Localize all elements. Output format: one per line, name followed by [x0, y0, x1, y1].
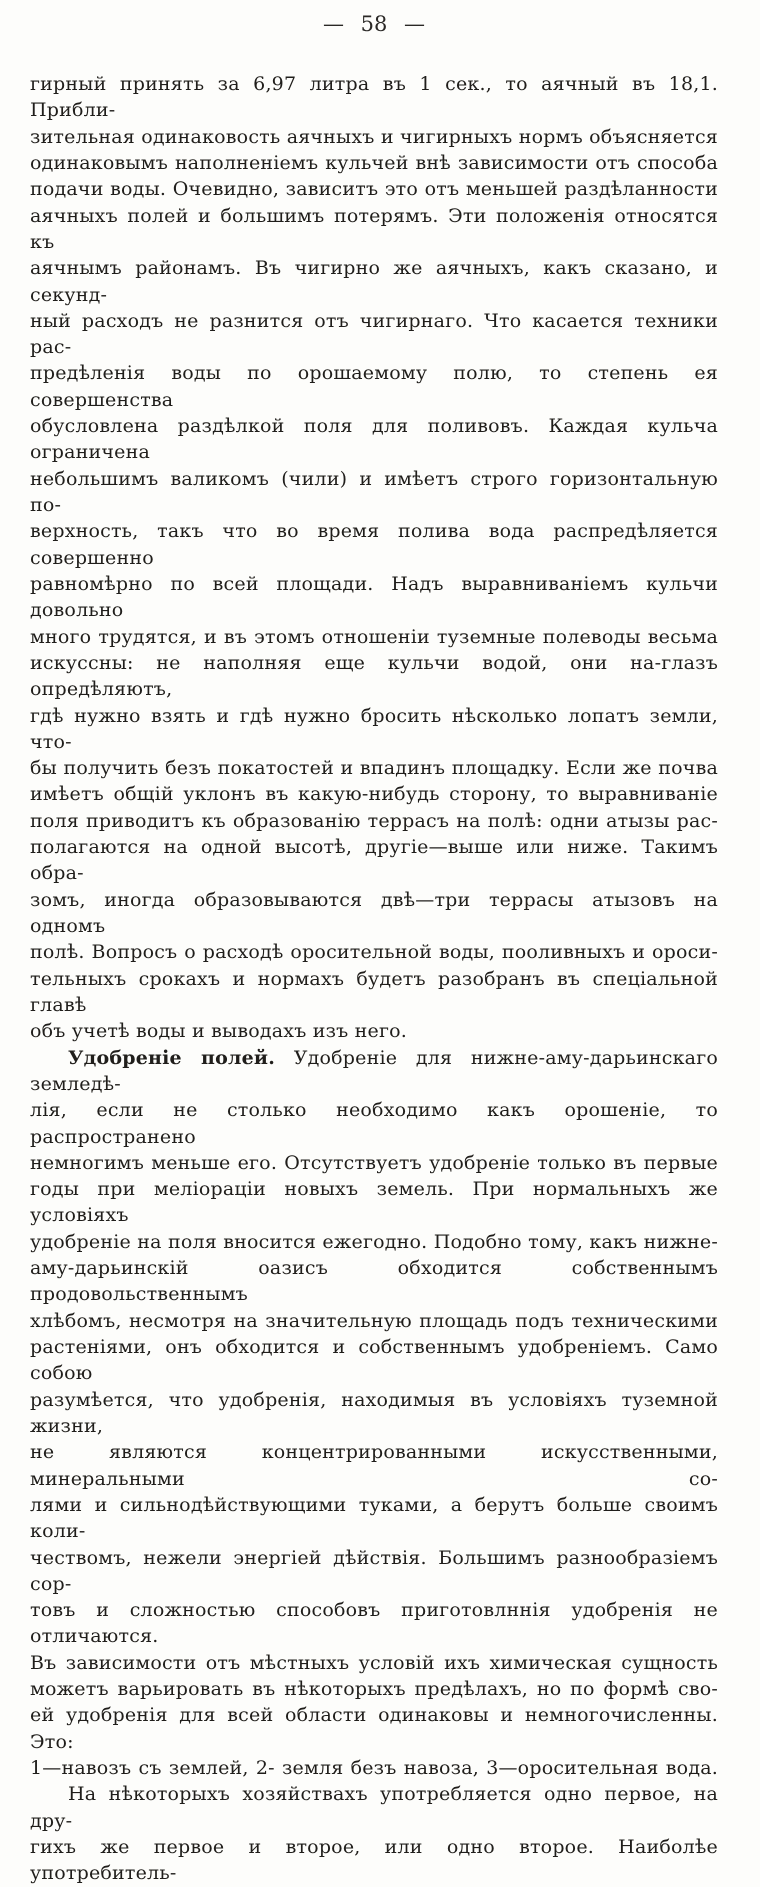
text-line: аму-дарьинскій оазисъ обходится собственнымъ продовольственнымъ: [30, 1257, 718, 1306]
text-line: равномѣрно по всей площади. Надъ выравниваніемъ кульчи довольно: [30, 572, 718, 622]
text-line: много трудятся, и въ этомъ отношеніи туземные полеводы весьма: [30, 625, 718, 648]
text-line: разумѣется, что удобренія, находимыя въ условіяхъ туземной жизни,: [30, 1388, 718, 1437]
text-line: одинаковымъ наполненіемъ кульчей внѣ зависимости отъ способа: [30, 151, 718, 174]
text-line: бы получить безъ покатостей и впадинъ площадку. Если же почва: [30, 757, 718, 780]
text-line: чествомъ, нежели энергіей дѣйствія. Большимъ разнообразіемъ сор-: [30, 1546, 718, 1595]
text-line: аячнымъ районамъ. Въ чигирно же аячныхъ, какъ сказано, и секунд-: [30, 257, 718, 306]
text-line: имѣетъ общій уклонъ въ какую-нибудь сторону, то выравниваніе: [30, 783, 718, 806]
page-number: — 58 —: [322, 12, 426, 36]
text-line: можетъ варьировать въ нѣкоторыхъ предѣлахъ, но по формѣ сво-: [30, 1678, 718, 1701]
text-line: не являются концентрированными искусственными, минеральными со-: [30, 1441, 718, 1490]
text-line: ей удобренія для всей области одинаковы и немногочисленны. Это:: [30, 1704, 718, 1753]
text-line: годы при меліораціи новыхъ земель. При нормальныхъ же условіяхъ: [30, 1178, 718, 1227]
text-line: 1—навозъ съ землей, 2- земля безъ навоза, 3—оросительная вода.: [30, 1757, 718, 1779]
text-line: искуссны: не наполняя еще кульчи водой, они на-глазъ опредѣляютъ,: [30, 651, 718, 701]
text-line: полагаются на одной высотѣ, другіе—выше или ниже. Такимъ обра-: [30, 836, 718, 885]
text-line: ный расходъ не разнится отъ чигирнаго. Что касается техники рас-: [30, 309, 718, 359]
text-line: зительная одинаковость аячныхъ и чигирныхъ нормъ объясняется: [30, 125, 718, 148]
text-line: хлѣбомъ, несмотря на значительную площадь подъ техническими: [30, 1309, 718, 1332]
text-line: полѣ. Вопросъ о расходѣ оросительной воды, пооливныхъ и ороси-: [30, 941, 718, 964]
text-line: гирный принять за 6,97 литра въ 1 сек., то аячный въ 18,1. Прибли-: [30, 73, 718, 122]
text-line: тельныхъ срокахъ и нормахъ будетъ разобранъ въ спеціальной главѣ: [30, 967, 718, 1016]
text-line: растеніями, онъ обходится и собственнымъ удобреніемъ. Само собою: [30, 1336, 718, 1385]
page-text: [30, 71, 718, 1887]
text-line: удобреніе на поля вносится ежегодно. Подобно тому, какъ нижне-: [30, 1230, 718, 1253]
text-line: немногимъ меньше его. Отсутствуетъ удобреніе только въ первые: [30, 1151, 718, 1174]
text-line: гихъ же первое и второе, или одно второе. Наиболѣе употребитель-: [30, 1835, 718, 1885]
text-line: зомъ, иногда образовываются двѣ—три террасы атызовъ на одномъ: [30, 888, 718, 937]
text-line: поля приводитъ къ образованію террасъ на полѣ: одни атызы рас-: [30, 809, 718, 832]
text-line-rest: Удобреніе для нижне-аму-дарьинскаго земледѣ-: [30, 1046, 718, 1095]
paragraph-heading: Удобреніе полей.: [68, 1046, 276, 1069]
text-line: лія, если не столько необходимо какъ орошеніе, то распространено: [30, 1099, 718, 1148]
text-line: объ учетѣ воды и выводахъ изъ него.: [30, 1020, 408, 1043]
text-line: Въ зависимости отъ мѣстныхъ условій ихъ химическая сущность: [30, 1651, 718, 1674]
text-line: небольшимъ валикомъ (чили) и имѣетъ строго горизонтальную по-: [30, 467, 718, 516]
text-line: гдѣ нужно взять и гдѣ нужно бросить нѣсколько лопатъ земли, что-: [30, 704, 718, 753]
text-line: товъ и сложностью способовъ приготовлннія удобренія не отличаются.: [30, 1599, 718, 1648]
text-line: предѣленія воды по орошаемому полю, то степень ея совершенства: [30, 362, 718, 411]
text-line: лями и сильнодѣйствующими туками, а берутъ больше своимъ коли-: [30, 1493, 718, 1543]
text-line: подачи воды. Очевидно, зависитъ это отъ меньшей раздѣланности: [30, 178, 718, 201]
text-line: На нѣкоторыхъ хозяйствахъ употребляется одно первое, на дру-: [30, 1783, 718, 1832]
text-line: аячныхъ полей и большимъ потерямъ. Эти положенія относятся къ: [30, 204, 718, 253]
text-line: верхность, такъ что во время полива вода распредѣляется совершенно: [30, 520, 718, 569]
text-line: [30, 1045, 718, 1098]
text-line: обусловлена раздѣлкой поля для поливовъ. Каждая кульча ограничена: [30, 415, 718, 464]
